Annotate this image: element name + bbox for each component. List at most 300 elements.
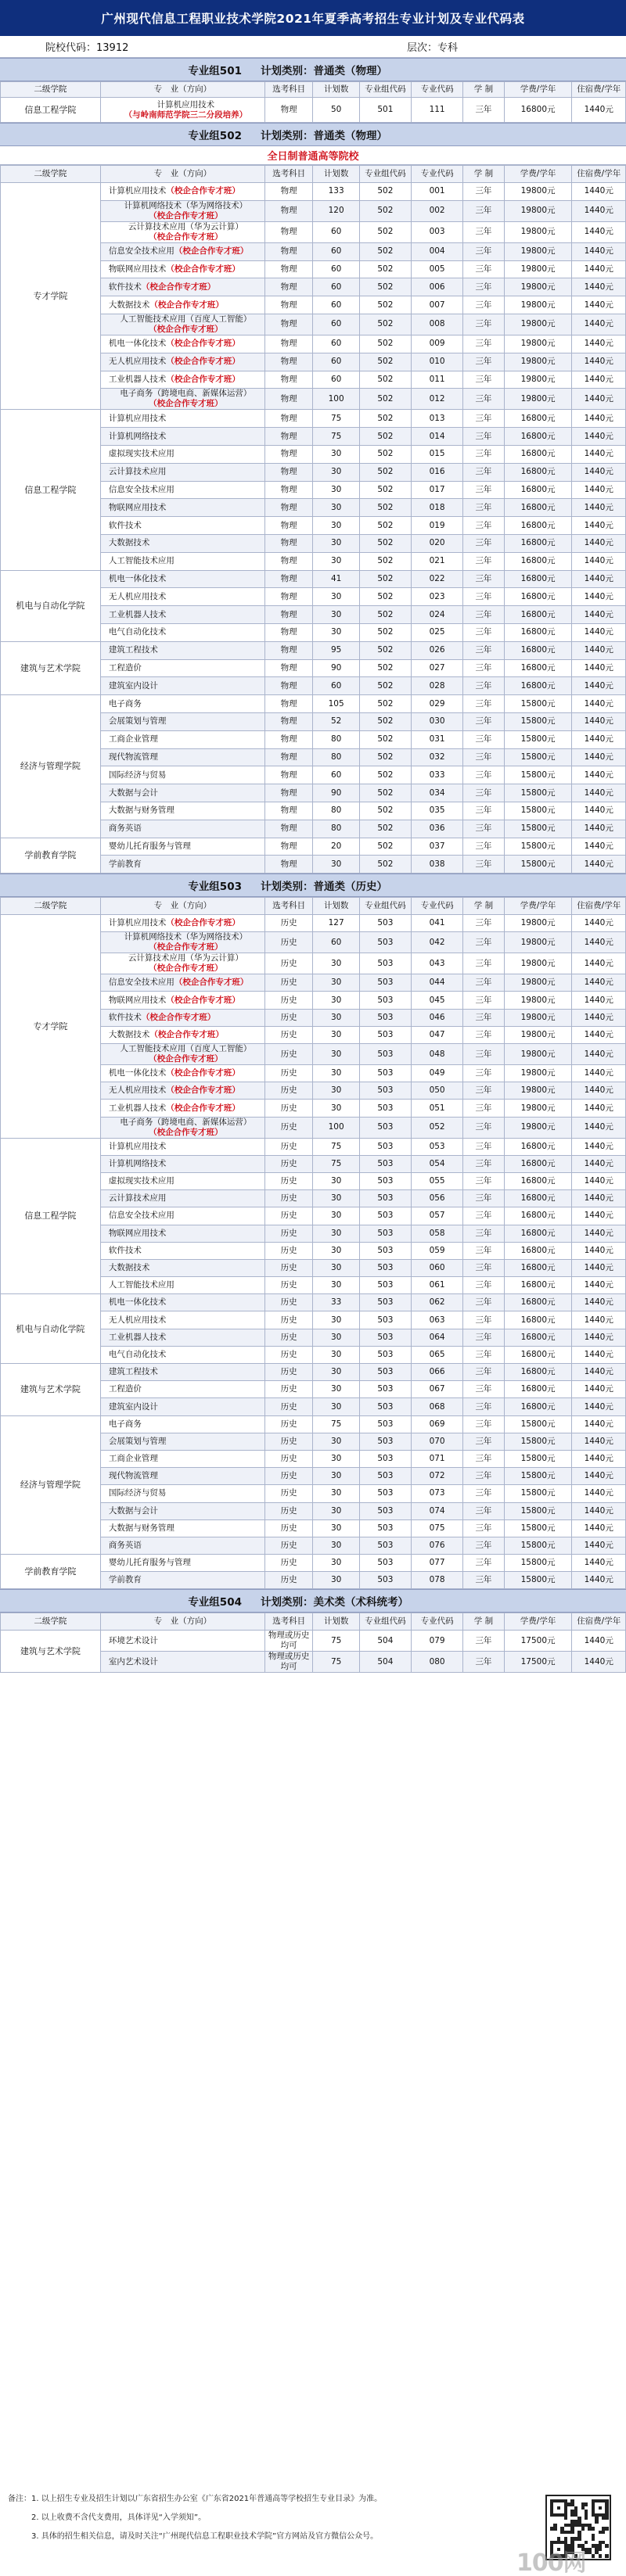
mcode-cell: 023 (412, 588, 463, 606)
subject-cell: 物理 (264, 445, 313, 463)
gcode-cell: 503 (359, 1329, 411, 1346)
table-row (1, 695, 626, 713)
gcode-cell: 503 (359, 1065, 411, 1082)
years-cell: 三年 (463, 517, 505, 535)
column-header: 住宿费/学年 (572, 82, 626, 98)
gcode-cell: 503 (359, 1155, 411, 1172)
major-name: 电子商务（跨境电商、新媒体运营） (120, 1117, 252, 1127)
plan-cell: 100 (313, 1117, 359, 1138)
dorm-cell: 1440元 (572, 98, 626, 123)
plan-cell: 33 (313, 1294, 359, 1311)
fee-cell: 19800元 (504, 200, 572, 221)
dorm-cell: 1440元 (572, 1555, 626, 1572)
column-header: 专业组代码 (359, 166, 411, 183)
plan-cell: 60 (313, 335, 359, 353)
group-header (0, 874, 626, 897)
years-cell: 三年 (463, 953, 505, 974)
dorm-cell: 1440元 (572, 1572, 626, 1589)
subject-cell: 历史 (264, 1242, 313, 1259)
years-cell: 三年 (463, 623, 505, 641)
major-name: 软件技术 (108, 520, 142, 530)
subject-cell: 历史 (264, 1572, 313, 1589)
gcode-cell: 503 (359, 1009, 411, 1026)
plan-cell: 90 (313, 784, 359, 802)
major-cell (100, 481, 264, 499)
dorm-cell: 1440元 (572, 623, 626, 641)
mcode-cell: 029 (412, 695, 463, 713)
dorm-cell: 1440元 (572, 534, 626, 552)
major-name: 大数据与财务管理 (108, 805, 174, 816)
years-cell: 三年 (463, 659, 505, 677)
mcode-cell: 052 (412, 1117, 463, 1138)
fee-cell: 16800元 (504, 1242, 572, 1259)
plan-cell: 60 (313, 314, 359, 335)
major-cell (100, 221, 264, 242)
gcode-cell: 502 (359, 534, 411, 552)
subject-cell: 物理 (264, 570, 313, 588)
fee-cell: 15800元 (504, 748, 572, 766)
major-name: 工商企业管理 (108, 1454, 158, 1464)
subject-cell: 物理 (264, 353, 313, 371)
dorm-cell: 1440元 (572, 1026, 626, 1043)
subject-cell: 物理 (264, 296, 313, 314)
major-name: 大数据技术 (108, 538, 150, 548)
college-cell: 学前教育学院 (1, 838, 101, 874)
major-cell (100, 784, 264, 802)
column-header: 专业代码 (412, 166, 463, 183)
subject-cell: 物理 (264, 695, 313, 713)
subject-cell: 历史 (264, 1207, 313, 1225)
subject-cell: 物理 (264, 499, 313, 517)
mcode-cell: 030 (412, 712, 463, 730)
major-name: 人工智能技术应用（百度人工智能） (120, 314, 252, 324)
plan-cell: 120 (313, 200, 359, 221)
fee-cell: 16800元 (504, 606, 572, 624)
major-cell (100, 712, 264, 730)
fee-cell: 16800元 (504, 1346, 572, 1363)
plan-cell: 30 (313, 1044, 359, 1065)
program-subtag: （校企合作专才班） (149, 231, 223, 242)
fee-cell: 16800元 (504, 1294, 572, 1311)
program-tag: （校企合作专才班） (166, 186, 240, 196)
subject-cell: 物理 (264, 712, 313, 730)
mcode-cell: 056 (412, 1190, 463, 1207)
years-cell: 三年 (463, 1026, 505, 1043)
years-cell: 三年 (463, 1155, 505, 1172)
major-cell (100, 410, 264, 428)
plan-cell: 80 (313, 748, 359, 766)
plan-cell: 30 (313, 1502, 359, 1519)
program-tag: （校企合作专才班） (141, 282, 216, 292)
major-cell (100, 1172, 264, 1189)
program-tag: （校企合作专才班） (166, 918, 240, 928)
years-cell: 三年 (463, 1572, 505, 1589)
group-code: 专业组503 (188, 881, 242, 894)
dorm-cell: 1440元 (572, 278, 626, 296)
major-cell (100, 570, 264, 588)
gcode-cell: 502 (359, 314, 411, 335)
dorm-cell: 1440元 (572, 1294, 626, 1311)
major-name: 物联网应用技术 (108, 995, 167, 1005)
years-cell: 三年 (463, 820, 505, 838)
major-name: 建筑室内设计 (108, 1401, 158, 1412)
plan-cell: 52 (313, 712, 359, 730)
major-cell (100, 517, 264, 535)
gcode-cell: 503 (359, 1572, 411, 1589)
column-header: 学 制 (463, 898, 505, 915)
fee-cell: 16800元 (504, 570, 572, 588)
subject-cell: 历史 (264, 953, 313, 974)
major-cell (100, 932, 264, 953)
plan-cell: 60 (313, 242, 359, 260)
fee-cell: 16800元 (504, 588, 572, 606)
fee-cell: 16800元 (504, 641, 572, 659)
subject-cell: 物理 (264, 410, 313, 428)
plan-type: 计划类别：美术类（术科统考） (261, 1596, 408, 1609)
mcode-cell: 065 (412, 1346, 463, 1363)
gcode-cell: 503 (359, 1519, 411, 1537)
group-header (0, 123, 626, 146)
column-header: 专 业（方向） (100, 166, 264, 183)
dorm-cell: 1440元 (572, 695, 626, 713)
mcode-cell: 074 (412, 1502, 463, 1519)
dorm-cell: 1440元 (572, 802, 626, 820)
major-cell (100, 1242, 264, 1259)
years-cell: 三年 (463, 1346, 505, 1363)
dorm-cell: 1440元 (572, 1065, 626, 1082)
years-cell: 三年 (463, 200, 505, 221)
major-name: 电子商务（跨境电商、新媒体运营） (120, 389, 252, 399)
dorm-cell: 1440元 (572, 1117, 626, 1138)
dorm-cell: 1440元 (572, 1519, 626, 1537)
plan-cell: 100 (313, 389, 359, 410)
gcode-cell: 503 (359, 1485, 411, 1502)
program-tag: （校企合作专才班） (166, 339, 240, 349)
dorm-cell: 1440元 (572, 1172, 626, 1189)
dorm-cell: 1440元 (572, 1537, 626, 1554)
mcode-cell: 076 (412, 1537, 463, 1554)
subject-cell: 物理或历史均可 (264, 1631, 313, 1652)
plan-cell: 30 (313, 1311, 359, 1329)
fee-cell: 19800元 (504, 221, 572, 242)
major-name: 信息安全技术应用 (108, 484, 174, 494)
major-cell (100, 1277, 264, 1294)
mcode-cell: 068 (412, 1398, 463, 1415)
subject-cell: 历史 (264, 1277, 313, 1294)
program-tag: （校企合作专才班） (141, 1012, 216, 1022)
major-name: 计算机网络技术 (108, 1158, 167, 1168)
fee-cell: 16800元 (504, 1311, 572, 1329)
subject-cell: 物理 (264, 335, 313, 353)
column-header: 专业组代码 (359, 1613, 411, 1631)
column-header: 二级学院 (1, 82, 101, 98)
subject-cell: 物理 (264, 389, 313, 410)
dorm-cell: 1440元 (572, 659, 626, 677)
fee-cell: 19800元 (504, 389, 572, 410)
mcode-cell: 015 (412, 445, 463, 463)
major-cell (100, 552, 264, 570)
mcode-cell: 051 (412, 1100, 463, 1117)
subject-cell: 历史 (264, 1485, 313, 1502)
major-cell (100, 838, 264, 856)
major-name: 软件技术 (108, 282, 142, 292)
plan-cell: 80 (313, 820, 359, 838)
college-cell: 信息工程学院 (1, 410, 101, 570)
gcode-cell: 502 (359, 221, 411, 242)
plan-cell: 60 (313, 371, 359, 389)
table-row (1, 1364, 626, 1381)
years-cell: 三年 (463, 932, 505, 953)
fee-cell: 15800元 (504, 1502, 572, 1519)
major-cell (100, 1364, 264, 1381)
table-row (1, 1415, 626, 1433)
fee-cell: 17500元 (504, 1652, 572, 1673)
fee-cell: 15800元 (504, 1519, 572, 1537)
subject-cell: 物理 (264, 766, 313, 784)
enrollment-table (0, 897, 626, 1589)
years-cell: 三年 (463, 766, 505, 784)
major-cell (100, 335, 264, 353)
gcode-cell: 503 (359, 1242, 411, 1259)
mcode-cell: 019 (412, 517, 463, 535)
mcode-cell: 004 (412, 242, 463, 260)
gcode-cell: 502 (359, 784, 411, 802)
plan-cell: 30 (313, 1277, 359, 1294)
dorm-cell: 1440元 (572, 200, 626, 221)
plan-cell: 90 (313, 659, 359, 677)
major-name: 机电一体化技术 (108, 1297, 167, 1308)
column-header: 学 制 (463, 1613, 505, 1631)
gcode-cell: 503 (359, 1044, 411, 1065)
program-subtag: （校企合作专才班） (149, 963, 223, 974)
mcode-cell: 025 (412, 623, 463, 641)
major-cell (100, 1631, 264, 1652)
years-cell: 三年 (463, 445, 505, 463)
plan-cell: 75 (313, 410, 359, 428)
column-header: 二级学院 (1, 166, 101, 183)
mcode-cell: 041 (412, 915, 463, 932)
gcode-cell: 503 (359, 974, 411, 992)
college-cell: 专才学院 (1, 183, 101, 410)
major-cell (100, 1207, 264, 1225)
subject-cell: 物理 (264, 641, 313, 659)
major-cell (100, 766, 264, 784)
mcode-cell: 042 (412, 932, 463, 953)
years-cell: 三年 (463, 428, 505, 446)
fee-cell: 16800元 (504, 1172, 572, 1189)
plan-cell: 30 (313, 856, 359, 874)
mcode-cell: 075 (412, 1519, 463, 1537)
years-cell: 三年 (463, 1450, 505, 1467)
mcode-cell: 003 (412, 221, 463, 242)
major-name: 学前教育 (108, 859, 142, 869)
gcode-cell: 503 (359, 1190, 411, 1207)
college-cell: 建筑与艺术学院 (1, 1631, 101, 1673)
plan-cell: 95 (313, 641, 359, 659)
mcode-cell: 061 (412, 1277, 463, 1294)
gcode-cell: 502 (359, 695, 411, 713)
major-cell (100, 389, 264, 410)
subject-cell: 历史 (264, 1468, 313, 1485)
gcode-cell: 503 (359, 1100, 411, 1117)
gcode-cell: 502 (359, 499, 411, 517)
subject-cell: 物理或历史均可 (264, 1652, 313, 1673)
years-cell: 三年 (463, 712, 505, 730)
major-name: 工业机器人技术 (108, 374, 167, 384)
plan-cell: 60 (313, 932, 359, 953)
major-name: 大数据与财务管理 (108, 1523, 174, 1533)
dorm-cell: 1440元 (572, 570, 626, 588)
program-tag: （校企合作专才班） (166, 357, 240, 367)
table-row (1, 1138, 626, 1155)
subject-cell: 历史 (264, 1433, 313, 1450)
mcode-cell: 034 (412, 784, 463, 802)
table-header-row (1, 898, 626, 915)
major-cell (100, 802, 264, 820)
gcode-cell: 503 (359, 932, 411, 953)
years-cell: 三年 (463, 856, 505, 874)
fee-cell: 15800元 (504, 1433, 572, 1450)
dorm-cell: 1440元 (572, 712, 626, 730)
fee-cell: 16800元 (504, 1259, 572, 1276)
years-cell: 三年 (463, 838, 505, 856)
gcode-cell: 502 (359, 748, 411, 766)
major-cell (100, 1155, 264, 1172)
plan-cell: 30 (313, 974, 359, 992)
major-name: 物联网应用技术 (108, 1228, 167, 1238)
subject-cell: 历史 (264, 1381, 313, 1398)
gcode-cell: 503 (359, 1207, 411, 1225)
subject-cell: 历史 (264, 1172, 313, 1189)
years-cell: 三年 (463, 183, 505, 201)
major-cell (100, 296, 264, 314)
plan-cell: 60 (313, 278, 359, 296)
major-cell (100, 463, 264, 481)
dorm-cell: 1440元 (572, 353, 626, 371)
gcode-cell: 502 (359, 766, 411, 784)
fee-cell: 16800元 (504, 659, 572, 677)
college-cell: 学前教育学院 (1, 1555, 101, 1589)
subject-cell: 历史 (264, 1555, 313, 1572)
mcode-cell: 062 (412, 1294, 463, 1311)
gcode-cell: 502 (359, 517, 411, 535)
major-cell (100, 353, 264, 371)
gcode-cell: 503 (359, 1294, 411, 1311)
fee-cell: 16800元 (504, 410, 572, 428)
gcode-cell: 502 (359, 335, 411, 353)
table-row (1, 1631, 626, 1652)
subject-cell: 历史 (264, 1311, 313, 1329)
plan-cell: 50 (313, 98, 359, 123)
column-header: 专业代码 (412, 82, 463, 98)
subject-cell: 物理 (264, 552, 313, 570)
major-cell (100, 695, 264, 713)
dorm-cell: 1440元 (572, 1044, 626, 1065)
major-cell (100, 659, 264, 677)
dorm-cell: 1440元 (572, 1652, 626, 1673)
subject-cell: 历史 (264, 1065, 313, 1082)
dorm-cell: 1440元 (572, 1138, 626, 1155)
plan-cell: 30 (313, 445, 359, 463)
mcode-cell: 064 (412, 1329, 463, 1346)
major-name: 商务英语 (108, 823, 142, 834)
dorm-cell: 1440元 (572, 953, 626, 974)
fee-cell: 16800元 (504, 1190, 572, 1207)
program-tag: （校企合作专才班） (174, 978, 249, 988)
dorm-cell: 1440元 (572, 1207, 626, 1225)
years-cell: 三年 (463, 1519, 505, 1537)
column-header: 计划数 (313, 166, 359, 183)
gcode-cell: 503 (359, 1450, 411, 1467)
column-header: 二级学院 (1, 1613, 101, 1631)
table-row (1, 98, 626, 123)
dorm-cell: 1440元 (572, 766, 626, 784)
major-cell (100, 1100, 264, 1117)
column-header: 住宿费/学年 (572, 898, 626, 915)
fee-cell: 16800元 (504, 1225, 572, 1242)
years-cell: 三年 (463, 1398, 505, 1415)
years-cell: 三年 (463, 242, 505, 260)
fee-cell: 19800元 (504, 278, 572, 296)
subject-cell: 历史 (264, 1259, 313, 1276)
dorm-cell: 1440元 (572, 992, 626, 1009)
plan-cell: 30 (313, 606, 359, 624)
major-name: 会展策划与管理 (108, 1436, 167, 1446)
years-cell: 三年 (463, 1468, 505, 1485)
table-row (1, 915, 626, 932)
gcode-cell: 502 (359, 677, 411, 695)
plan-cell: 20 (313, 838, 359, 856)
dorm-cell: 1440元 (572, 1468, 626, 1485)
major-name: 环境艺术设计 (108, 1635, 158, 1645)
years-cell: 三年 (463, 1190, 505, 1207)
dorm-cell: 1440元 (572, 1277, 626, 1294)
fee-cell: 15800元 (504, 784, 572, 802)
fee-cell: 16800元 (504, 445, 572, 463)
fee-cell: 19800元 (504, 1009, 572, 1026)
major-name: 工业机器人技术 (108, 1332, 167, 1342)
college-cell: 信息工程学院 (1, 1138, 101, 1294)
major-cell (100, 1044, 264, 1065)
dorm-cell: 1440元 (572, 932, 626, 953)
gcode-cell: 503 (359, 1259, 411, 1276)
fee-cell: 16800元 (504, 1364, 572, 1381)
plan-cell: 30 (313, 499, 359, 517)
gcode-cell: 502 (359, 712, 411, 730)
dorm-cell: 1440元 (572, 335, 626, 353)
major-cell (100, 1381, 264, 1398)
fee-cell: 19800元 (504, 1065, 572, 1082)
table-row (1, 410, 626, 428)
fee-cell: 19800元 (504, 260, 572, 278)
dorm-cell: 1440元 (572, 1398, 626, 1415)
major-name: 大数据技术 (108, 1263, 150, 1272)
mcode-cell: 055 (412, 1172, 463, 1189)
plan-cell: 30 (313, 1364, 359, 1381)
fee-cell: 15800元 (504, 1468, 572, 1485)
mcode-cell: 069 (412, 1415, 463, 1433)
plan-type: 计划类别：普通类（物理） (261, 65, 387, 77)
major-cell (100, 856, 264, 874)
subject-cell: 历史 (264, 1026, 313, 1043)
major-name: 国际经济与贸易 (108, 1488, 167, 1498)
years-cell: 三年 (463, 1082, 505, 1100)
plan-cell: 75 (313, 1138, 359, 1155)
subject-cell: 物理 (264, 428, 313, 446)
major-name: 机电一体化技术 (108, 339, 167, 349)
mcode-cell: 035 (412, 802, 463, 820)
plan-cell: 60 (313, 677, 359, 695)
